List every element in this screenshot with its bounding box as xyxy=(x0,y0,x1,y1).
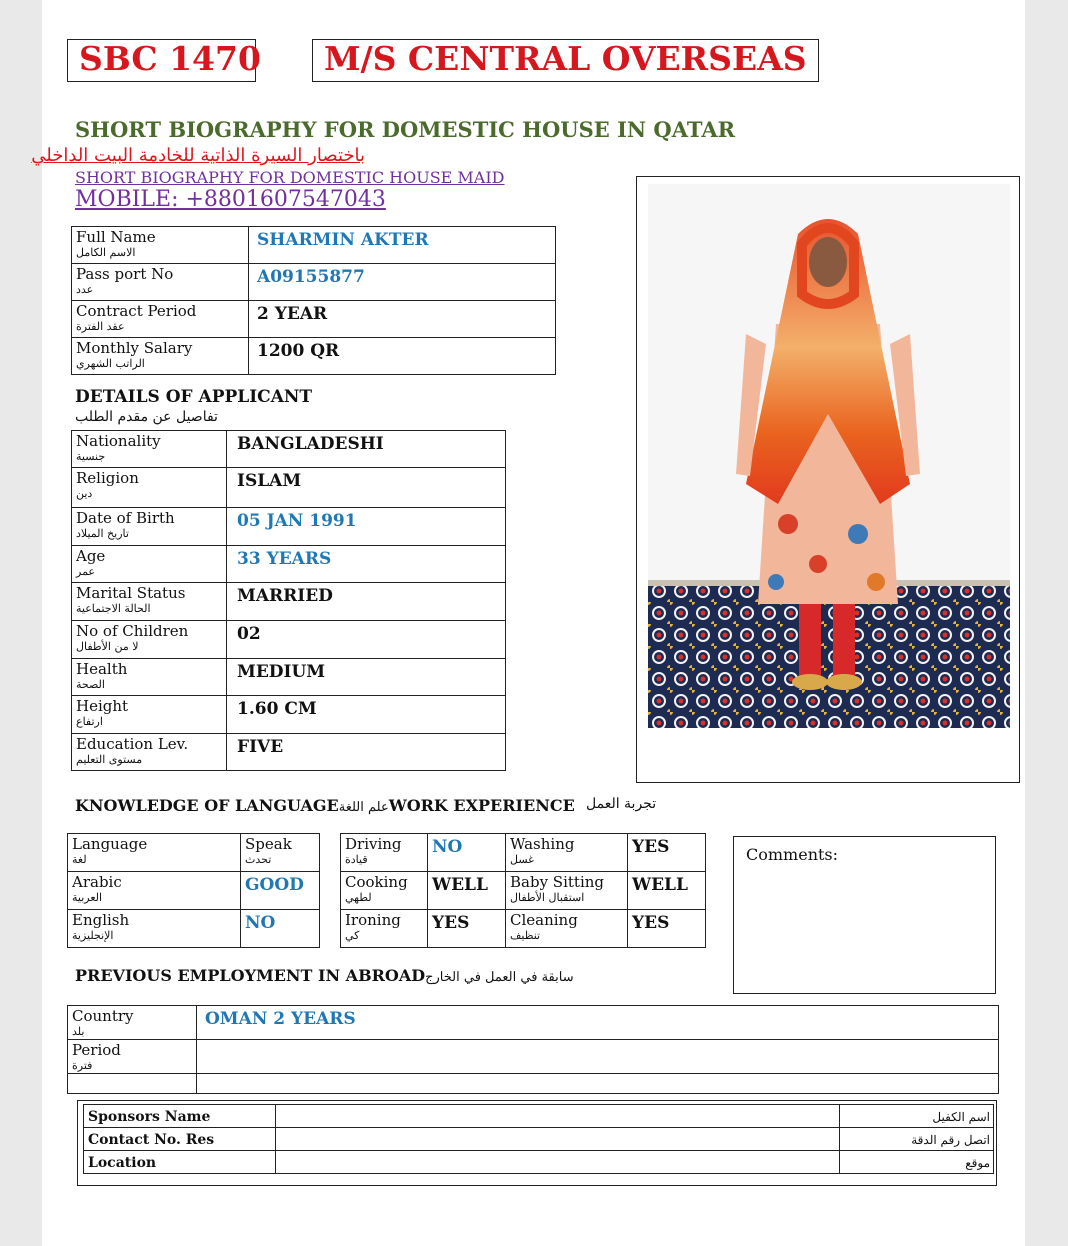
sponsor-row xyxy=(84,1105,994,1128)
details-heading: DETAILS OF APPLICANT xyxy=(75,387,313,407)
language-row xyxy=(68,834,320,872)
work-skill-value: YES xyxy=(632,837,670,857)
details-row xyxy=(72,546,506,583)
work-skill-value: NO xyxy=(432,837,463,857)
work-skill-value-cell xyxy=(628,872,706,910)
contract-value: SHARMIN AKTER xyxy=(257,230,429,250)
reference-code: SBC 1470 xyxy=(67,39,256,82)
sponsor-arabic-cell xyxy=(840,1128,994,1151)
work-skill-cell xyxy=(506,872,628,910)
details-label: Nationality xyxy=(76,432,161,450)
details-value: 02 xyxy=(237,624,261,644)
details-value: BANGLADESHI xyxy=(237,434,384,454)
details-value: FIVE xyxy=(237,737,284,757)
knowledge-heading-arabic: علم اللغة xyxy=(338,800,389,815)
speak-header-arabic: تحدث xyxy=(245,853,272,866)
contract-label-arabic: عدد xyxy=(76,283,94,296)
details-label: Height xyxy=(76,697,129,715)
contract-label-cell xyxy=(72,264,249,301)
language-label: English xyxy=(72,911,130,929)
details-value: MARRIED xyxy=(237,586,333,606)
work-skill-value: YES xyxy=(432,913,470,933)
details-label-cell xyxy=(72,583,227,621)
language-value: GOOD xyxy=(245,875,304,895)
work-row xyxy=(341,834,706,872)
details-label: Education Lev. xyxy=(76,735,189,753)
details-label-cell xyxy=(72,508,227,546)
contract-label-cell xyxy=(72,227,249,264)
sponsor-box xyxy=(77,1100,997,1186)
sponsor-label: Sponsors Name xyxy=(88,1109,211,1125)
previous-employment-heading xyxy=(75,966,574,985)
sponsor-label-arabic: اتصل رقم الدقة xyxy=(911,1133,990,1147)
contract-label-arabic: الاسم الكامل xyxy=(76,246,136,259)
details-label-arabic: جنسية xyxy=(76,450,106,463)
sponsor-label-arabic: موقع xyxy=(965,1156,990,1170)
language-table xyxy=(67,833,320,948)
work-skill-arabic: قيادة xyxy=(345,853,368,866)
country-value: OMAN 2 YEARS xyxy=(205,1009,356,1029)
details-label: Date of Birth xyxy=(76,509,175,527)
contract-value-cell xyxy=(249,338,556,375)
details-value: 05 JAN 1991 xyxy=(237,511,357,531)
details-row xyxy=(72,696,506,734)
applicant-details-table xyxy=(71,430,506,771)
work-skill-arabic: غسل xyxy=(510,853,534,866)
work-row xyxy=(341,872,706,910)
comments-label: Comments: xyxy=(746,845,839,864)
work-skill-cell xyxy=(341,872,428,910)
contract-label-arabic: عقد الفترة xyxy=(76,320,125,333)
work-experience-heading-arabic: تجربة العمل xyxy=(586,796,657,812)
sponsor-table xyxy=(83,1104,994,1174)
sponsor-row xyxy=(84,1128,994,1151)
contract-value: A09155877 xyxy=(257,267,365,287)
contract-value: 2 YEAR xyxy=(257,304,328,324)
contract-row xyxy=(72,338,556,375)
details-label-arabic: لا من الأطفال xyxy=(76,640,139,653)
language-value-cell xyxy=(241,834,320,872)
blank-row xyxy=(68,1074,999,1094)
details-value-cell xyxy=(227,621,506,659)
contract-label: Full Name xyxy=(76,228,156,246)
details-value-cell xyxy=(227,696,506,734)
comments-box[interactable] xyxy=(733,836,996,994)
details-row xyxy=(72,734,506,771)
applicant-photo-frame xyxy=(636,176,1020,783)
contract-label: Pass port No xyxy=(76,265,174,283)
period-value xyxy=(197,1040,999,1074)
details-value-cell xyxy=(227,659,506,696)
country-row xyxy=(68,1006,999,1040)
details-value-cell xyxy=(227,468,506,508)
document-page xyxy=(31,0,1025,1246)
contract-label-cell xyxy=(72,338,249,375)
contract-value-cell xyxy=(249,227,556,264)
contract-row xyxy=(72,301,556,338)
details-row xyxy=(72,431,506,468)
work-skill-value-cell xyxy=(628,834,706,872)
language-row xyxy=(68,872,320,910)
sponsor-value-field[interactable] xyxy=(276,1128,840,1151)
period-row xyxy=(68,1040,999,1074)
details-heading-arabic: تفاصيل عن مقدم الطلب xyxy=(75,409,218,425)
language-value: NO xyxy=(245,913,276,933)
work-skill-arabic: تنظيف xyxy=(510,929,541,942)
applicant-photo xyxy=(648,184,1010,728)
details-row xyxy=(72,659,506,696)
details-label-arabic: دين xyxy=(76,487,93,500)
contract-label: Contract Period xyxy=(76,302,197,320)
work-skill-label: Driving xyxy=(345,835,402,853)
details-label-arabic: الحالة الاجتماعية xyxy=(76,602,151,615)
details-value-cell xyxy=(227,583,506,621)
work-skill-cell xyxy=(506,910,628,948)
details-label-arabic: ارتفاع xyxy=(76,715,103,728)
details-label-cell xyxy=(72,468,227,508)
details-label-arabic: تاريخ الميلاد xyxy=(76,527,129,540)
knowledge-heading-label: KNOWLEDGE OF LANGUAGE xyxy=(75,796,339,815)
work-row xyxy=(341,910,706,948)
work-skill-value: WELL xyxy=(632,875,688,895)
contract-label-arabic: الراتب الشهري xyxy=(76,357,145,370)
mobile-number: MOBILE: +8801607547043 xyxy=(75,187,386,212)
work-skill-label: Ironing xyxy=(345,911,401,929)
speak-header: Speak xyxy=(245,835,292,853)
details-label-arabic: الصحة xyxy=(76,678,105,691)
work-skill-label: Baby Sitting xyxy=(510,873,604,891)
language-label-cell xyxy=(68,872,241,910)
previous-employment-label: PREVIOUS EMPLOYMENT IN ABROAD xyxy=(75,966,426,985)
details-value: 1.60 CM xyxy=(237,699,317,719)
language-value-cell xyxy=(241,910,320,948)
details-value: MEDIUM xyxy=(237,662,326,682)
language-row xyxy=(68,910,320,948)
period-arabic: فترة xyxy=(72,1059,93,1072)
previous-employment-table xyxy=(67,1005,999,1094)
details-label: Religion xyxy=(76,469,139,487)
language-value-cell xyxy=(241,872,320,910)
previous-employment-arabic: سابقة في العمل في الخارج xyxy=(425,970,574,985)
contract-row xyxy=(72,264,556,301)
sponsor-value-field[interactable] xyxy=(276,1151,840,1174)
document-title-arabic: باختصار السيرة الذاتية للخادمة البيت الداخلي xyxy=(31,145,365,166)
details-label: Marital Status xyxy=(76,584,186,602)
details-label-cell xyxy=(72,734,227,771)
work-experience-table xyxy=(340,833,706,948)
details-label-cell xyxy=(72,621,227,659)
work-skill-arabic: لطهي xyxy=(345,891,372,904)
work-skill-arabic: استقبال الأطفال xyxy=(510,891,585,904)
sponsor-label-arabic: اسم الكفيل xyxy=(932,1110,990,1124)
details-label-cell xyxy=(72,431,227,468)
details-value-cell xyxy=(227,734,506,771)
language-label-cell xyxy=(68,910,241,948)
sponsor-value-field[interactable] xyxy=(276,1105,840,1128)
period-label: Period xyxy=(72,1041,121,1059)
details-value-cell xyxy=(227,431,506,468)
details-label-cell xyxy=(72,659,227,696)
details-value: 33 YEARS xyxy=(237,549,332,569)
sponsor-arabic-cell xyxy=(840,1151,994,1174)
sponsor-label-cell xyxy=(84,1105,276,1128)
work-skill-value-cell xyxy=(428,834,506,872)
details-label-arabic: مستوى التعليم xyxy=(76,753,143,766)
work-experience-heading: WORK EXPERIENCE xyxy=(388,796,575,815)
contract-value-cell xyxy=(249,264,556,301)
language-label: Language xyxy=(72,835,148,853)
contract-value-cell xyxy=(249,301,556,338)
details-label-arabic: عمر xyxy=(76,565,95,578)
contract-label-cell xyxy=(72,301,249,338)
work-skill-label: Cleaning xyxy=(510,911,578,929)
contract-value: 1200 QR xyxy=(257,341,340,361)
sponsor-label: Location xyxy=(88,1155,157,1171)
work-skill-label: Washing xyxy=(510,835,575,853)
country-arabic: بلد xyxy=(72,1025,85,1038)
details-value-cell xyxy=(227,546,506,583)
details-label: Age xyxy=(76,547,106,565)
knowledge-heading xyxy=(75,796,575,815)
language-label-cell xyxy=(68,834,241,872)
details-label: Health xyxy=(76,660,128,678)
contract-row xyxy=(72,227,556,264)
details-label-cell xyxy=(72,546,227,583)
agency-name: M/S CENTRAL OVERSEAS xyxy=(312,39,819,82)
details-value-cell xyxy=(227,508,506,546)
contract-label: Monthly Salary xyxy=(76,339,193,357)
document-subtitle: SHORT BIOGRAPHY FOR DOMESTIC HOUSE MAID xyxy=(75,168,505,187)
sponsor-arabic-cell xyxy=(840,1105,994,1128)
work-skill-value: YES xyxy=(632,913,670,933)
details-value: ISLAM xyxy=(237,471,302,491)
document-title: SHORT BIOGRAPHY FOR DOMESTIC HOUSE IN QATAR xyxy=(75,117,736,142)
language-label: Arabic xyxy=(72,873,122,891)
details-label-cell xyxy=(72,696,227,734)
sponsor-label-cell xyxy=(84,1151,276,1174)
sponsor-label: Contact No. Res xyxy=(88,1132,215,1148)
work-skill-value: WELL xyxy=(432,875,488,895)
work-skill-value-cell xyxy=(428,910,506,948)
sponsor-row xyxy=(84,1151,994,1174)
work-skill-label: Cooking xyxy=(345,873,408,891)
work-skill-arabic: كي xyxy=(345,929,360,942)
work-skill-cell xyxy=(341,910,428,948)
work-skill-value-cell xyxy=(428,872,506,910)
language-label-arabic: العربية xyxy=(72,891,103,904)
language-label-arabic: لغة xyxy=(72,853,87,866)
work-skill-cell xyxy=(506,834,628,872)
language-label-arabic: الإنجليزية xyxy=(72,929,114,942)
details-label: No of Children xyxy=(76,622,189,640)
work-skill-cell xyxy=(341,834,428,872)
contract-table xyxy=(71,226,556,375)
details-row xyxy=(72,468,506,508)
details-row xyxy=(72,583,506,621)
details-row xyxy=(72,508,506,546)
sponsor-label-cell xyxy=(84,1128,276,1151)
country-label: Country xyxy=(72,1007,134,1025)
work-skill-value-cell xyxy=(628,910,706,948)
details-row xyxy=(72,621,506,659)
